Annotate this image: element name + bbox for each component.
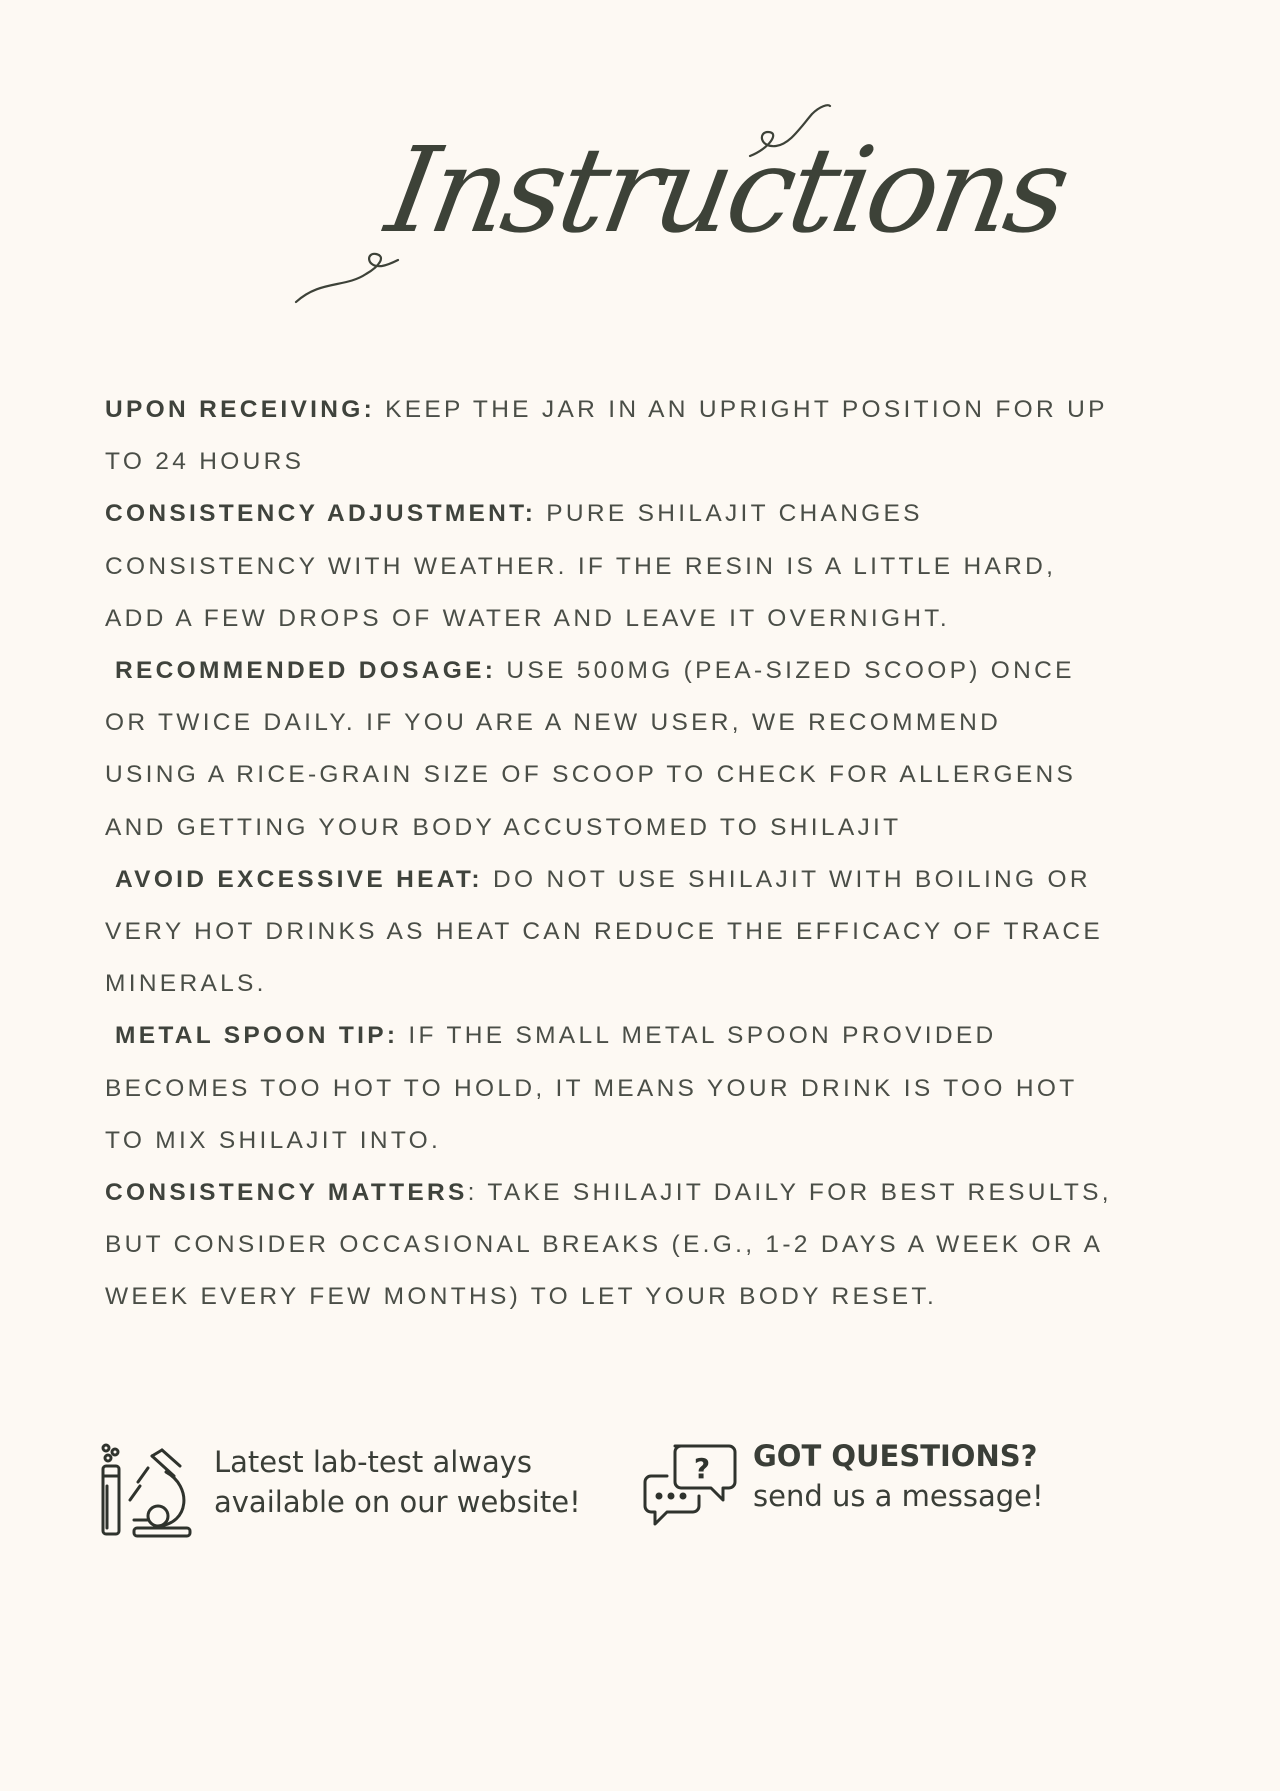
instruction-text: IF THE SMALL METAL SPOON PROVIDED [398, 1022, 997, 1050]
instruction-text: KEEP THE JAR IN AN UPRIGHT POSITION FOR UP [375, 396, 1108, 423]
instruction-line [105, 645, 1185, 697]
instruction-line: OR TWICE DAILY. IF YOU ARE A NEW USER, WE RECOMMEND [105, 709, 1002, 737]
instruction-upon-receiving [105, 384, 1185, 488]
questions-text [753, 1436, 1044, 1516]
chat-question-icon [643, 1436, 739, 1532]
instruction-text: PURE SHILAJIT CHANGES [536, 500, 923, 528]
instruction-lead: AVOID EXCESSIVE HEAT: [115, 865, 483, 893]
instruction-line: AND GETTING YOUR BODY ACCUSTOMED TO SHILAJIT [105, 813, 902, 841]
instruction-lead: CONSISTENCY ADJUSTMENT: [105, 500, 537, 528]
page-title: Instructions [377, 121, 1076, 259]
lab-test-text [214, 1442, 581, 1522]
instruction-text: : TAKE SHILAJIT DAILY FOR BEST RESULTS, [467, 1179, 1112, 1207]
lab-test-line-2: available on our website! [214, 1485, 581, 1519]
instructions-list [105, 384, 1185, 1324]
svg-text:?: ? [693, 1452, 711, 1485]
instruction-line [105, 488, 1185, 540]
lab-test-icon [100, 1442, 196, 1538]
instruction-line: CONSISTENCY WITH WEATHER. IF THE RESIN IS A LITTLE HARD, [105, 552, 1057, 580]
instruction-line: VERY HOT DRINKS AS HEAT CAN REDUCE THE EFFICACY OF TRACE [105, 918, 1104, 946]
instruction-avoid-excessive-heat [105, 854, 1185, 1011]
instruction-text: USE 500MG (PEA-SIZED SCOOP) ONCE [496, 657, 1075, 685]
instruction-line: ADD A FEW DROPS OF WATER AND LEAVE IT OVERNIGHT. [105, 604, 950, 632]
instruction-consistency-adjustment [105, 488, 1185, 645]
instruction-lead: CONSISTENCY MATTERS [105, 1179, 468, 1207]
instruction-line: USING A RICE-GRAIN SIZE OF SCOOP TO CHECK FOR ALLERGENS [105, 761, 1077, 789]
instruction-lead: RECOMMENDED DOSAGE: [115, 657, 497, 685]
instruction-text: DO NOT USE SHILAJIT WITH BOILING OR [482, 865, 1091, 893]
instruction-line: TO 24 HOURS [105, 448, 305, 476]
instruction-lead: UPON RECEIVING: [105, 396, 376, 423]
instruction-line: TO MIX SHILAJIT INTO. [105, 1126, 442, 1154]
instruction-line [105, 854, 1185, 906]
instruction-line: BUT CONSIDER OCCASIONAL BREAKS (E.G., 1-2 DAYS A WEEK OR A [105, 1231, 1104, 1259]
lab-test-line-1: Latest lab-test always [214, 1445, 533, 1479]
instruction-line [105, 384, 1185, 436]
questions-subtext: send us a message! [753, 1479, 1044, 1513]
instruction-line: MINERALS. [105, 970, 267, 998]
instruction-line: WEEK EVERY FEW MONTHS) TO LET YOUR BODY RESET. [105, 1283, 938, 1311]
lab-test-note [100, 1442, 581, 1538]
questions-note [643, 1436, 1044, 1532]
instruction-line: BECOMES TOO HOT TO HOLD, IT MEANS YOUR DRINK IS TOO HOT [105, 1074, 1078, 1102]
instruction-lead: METAL SPOON TIP: [115, 1022, 399, 1050]
instruction-line [105, 1167, 1185, 1219]
instruction-line [105, 1010, 1185, 1062]
instruction-recommended-dosage [105, 645, 1185, 854]
questions-heading: GOT QUESTIONS? [753, 1439, 1038, 1473]
instruction-metal-spoon-tip [105, 1010, 1185, 1167]
title-area [290, 80, 1076, 320]
instruction-consistency-matters [105, 1167, 1185, 1324]
